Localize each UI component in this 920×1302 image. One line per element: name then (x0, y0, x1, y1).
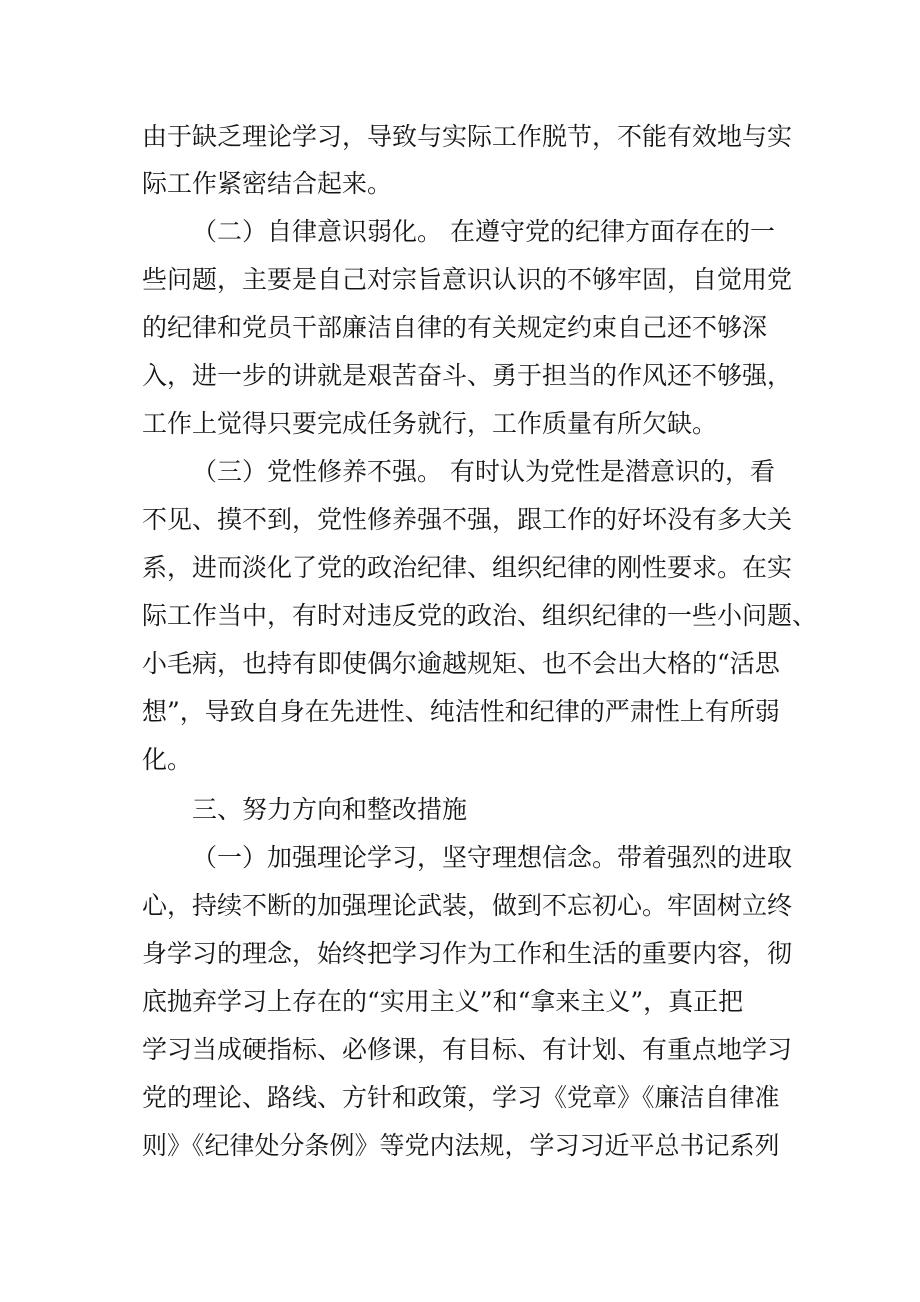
paragraph-line: 身学习的理念，始终把学习作为工作和生活的重要内容，彻 (142, 939, 793, 968)
paragraph-line: 不见、摸不到，党性修养强不强，跟工作的好坏没有多大关 (142, 505, 793, 534)
paragraph-line: 工作上觉得只要完成任务就行，工作质量有所欠缺。 (142, 409, 718, 438)
paragraph-line: 心，持续不断的加强理论武装，做到不忘初心。牢固树立终 (142, 891, 793, 920)
section-title: 三、努力方向和整改措施 (192, 795, 468, 824)
paragraph-line: 底抛弃学习上存在的“实用主义”和“拿来主义”，真正把 (142, 987, 744, 1016)
paragraph-line: 化。 (142, 745, 193, 774)
paragraph-line: 由于缺乏理论学习，导致与实际工作脱节，不能有效地与实 (142, 122, 793, 151)
paragraph-line: 的纪律和党员干部廉洁自律的有关规定约束自己还不够深 (142, 313, 768, 342)
paragraph-line: 则》《纪律处分条例》等党内法规，学习习近平总书记系列 (142, 1131, 780, 1160)
paragraph-line: 际工作当中，有时对违反党的政治、组织纪律的一些小问题、 (142, 601, 818, 630)
paragraph-line: 学习当成硬指标、必修课，有目标、有计划、有重点地学习 (142, 1035, 793, 1064)
paragraph-line: 系，进而淡化了党的政治纪律、组织纪律的刚性要求。在实 (142, 553, 793, 582)
section-heading-line: （三）党性修养不强。 有时认为党性是潜意识的，看 (192, 457, 775, 486)
paragraph-line: 党的理论、路线、方针和政策，学习《党章》《廉洁自律准 (142, 1083, 780, 1112)
paragraph-line: 小毛病，也持有即使偶尔逾越规矩、也不会出大格的“活思 (142, 649, 780, 678)
section-heading-line: （一）加强理论学习，坚守理想信念。带着强烈的进取 (192, 843, 793, 872)
paragraph-line: 际工作紧密结合起来。 (142, 169, 393, 198)
section-heading-line: （二）自律意识弱化。 在遵守党的纪律方面存在的一 (192, 217, 775, 246)
paragraph-line: 想”，导致自身在先进性、纯洁性和纪律的严肃性上有所弱 (142, 697, 780, 726)
paragraph-line: 入，进一步的讲就是艰苦奋斗、勇于担当的作风还不够强， (142, 361, 793, 390)
paragraph-line: 些问题，主要是自己对宗旨意识认识的不够牢固，自觉用党 (142, 265, 793, 294)
